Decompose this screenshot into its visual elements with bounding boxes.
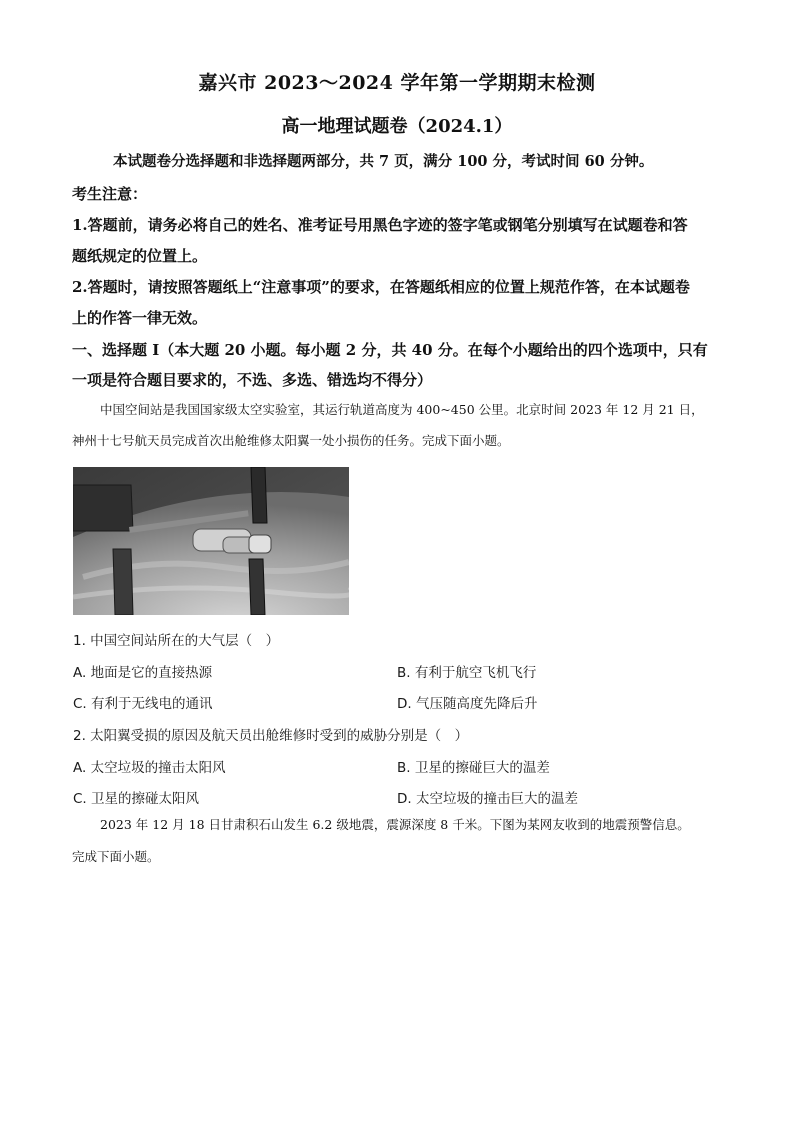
passage-2-line-2: 完成下面小题。 [72, 849, 160, 864]
notice-title: 考生注意： [72, 185, 148, 203]
exam-intro: 本试题卷分选择题和非选择题两部分，共 7 页，满分 100 分，考试时间 60 分钟。 [113, 153, 654, 170]
passage-2-line-1: 2023 年 12 月 18 日甘肃积石山发生 6.2 级地震，震源深度 8 千米。下图为某网友收到的地震预警信息。 [100, 817, 690, 832]
question-1-stem: 1. 中国空间站所在的大气层（ ） [73, 633, 280, 649]
question-2-option-c: C. 卫星的擦碰太阳风 [73, 791, 200, 807]
space-station-image [73, 467, 349, 615]
section-1-heading-line-2: 一项是符合题目要求的，不选、多选、错选均不得分） [72, 371, 433, 389]
exam-title: 嘉兴市 2023～2024 学年第一学期期末检测 [198, 72, 596, 94]
exam-subtitle: 高一地理试题卷（2024.1） [281, 116, 513, 137]
question-2-stem: 2. 太阳翼受损的原因及航天员出舱维修时受到的威胁分别是（ ） [73, 728, 469, 744]
space-station-photo [73, 467, 349, 615]
question-2-option-b: B. 卫星的擦碰巨大的温差 [397, 760, 550, 776]
notice-1-line-1: 1.答题前，请务必将自己的姓名、准考证号用黑色字迹的签字笔或钢笔分别填写在试题卷和答 [72, 216, 688, 234]
question-2-option-a: A. 太空垃圾的撞击太阳风 [73, 760, 226, 776]
section-1-heading-line-1: 一、选择题 I（本大题 20 小题。每小题 2 分，共 40 分。在每个小题给出的四个选项中，只有 [72, 341, 708, 359]
question-1-option-b: B. 有利于航空飞机飞行 [397, 665, 537, 681]
question-1-option-c: C. 有利于无线电的通讯 [73, 696, 213, 712]
question-2-option-d: D. 太空垃圾的撞击巨大的温差 [397, 791, 578, 807]
passage-1-line-1: 中国空间站是我国国家级太空实验室，其运行轨道高度为 400~450 公里。北京时间 2023 年 12 月 21 日， [100, 402, 704, 417]
notice-2-line-1: 2.答题时，请按照答题纸上“注意事项”的要求，在答题纸相应的位置上规范作答，在本试题卷 [72, 278, 690, 296]
question-1-option-d: D. 气压随高度先降后升 [397, 696, 538, 712]
passage-1-line-2: 神州十七号航天员完成首次出舱维修太阳翼一处小损伤的任务。完成下面小题。 [72, 433, 510, 448]
notice-1-line-2: 题纸规定的位置上。 [72, 247, 208, 265]
notice-2-line-2: 上的作答一律无效。 [72, 309, 208, 327]
question-1-option-a: A. 地面是它的直接热源 [73, 665, 213, 681]
